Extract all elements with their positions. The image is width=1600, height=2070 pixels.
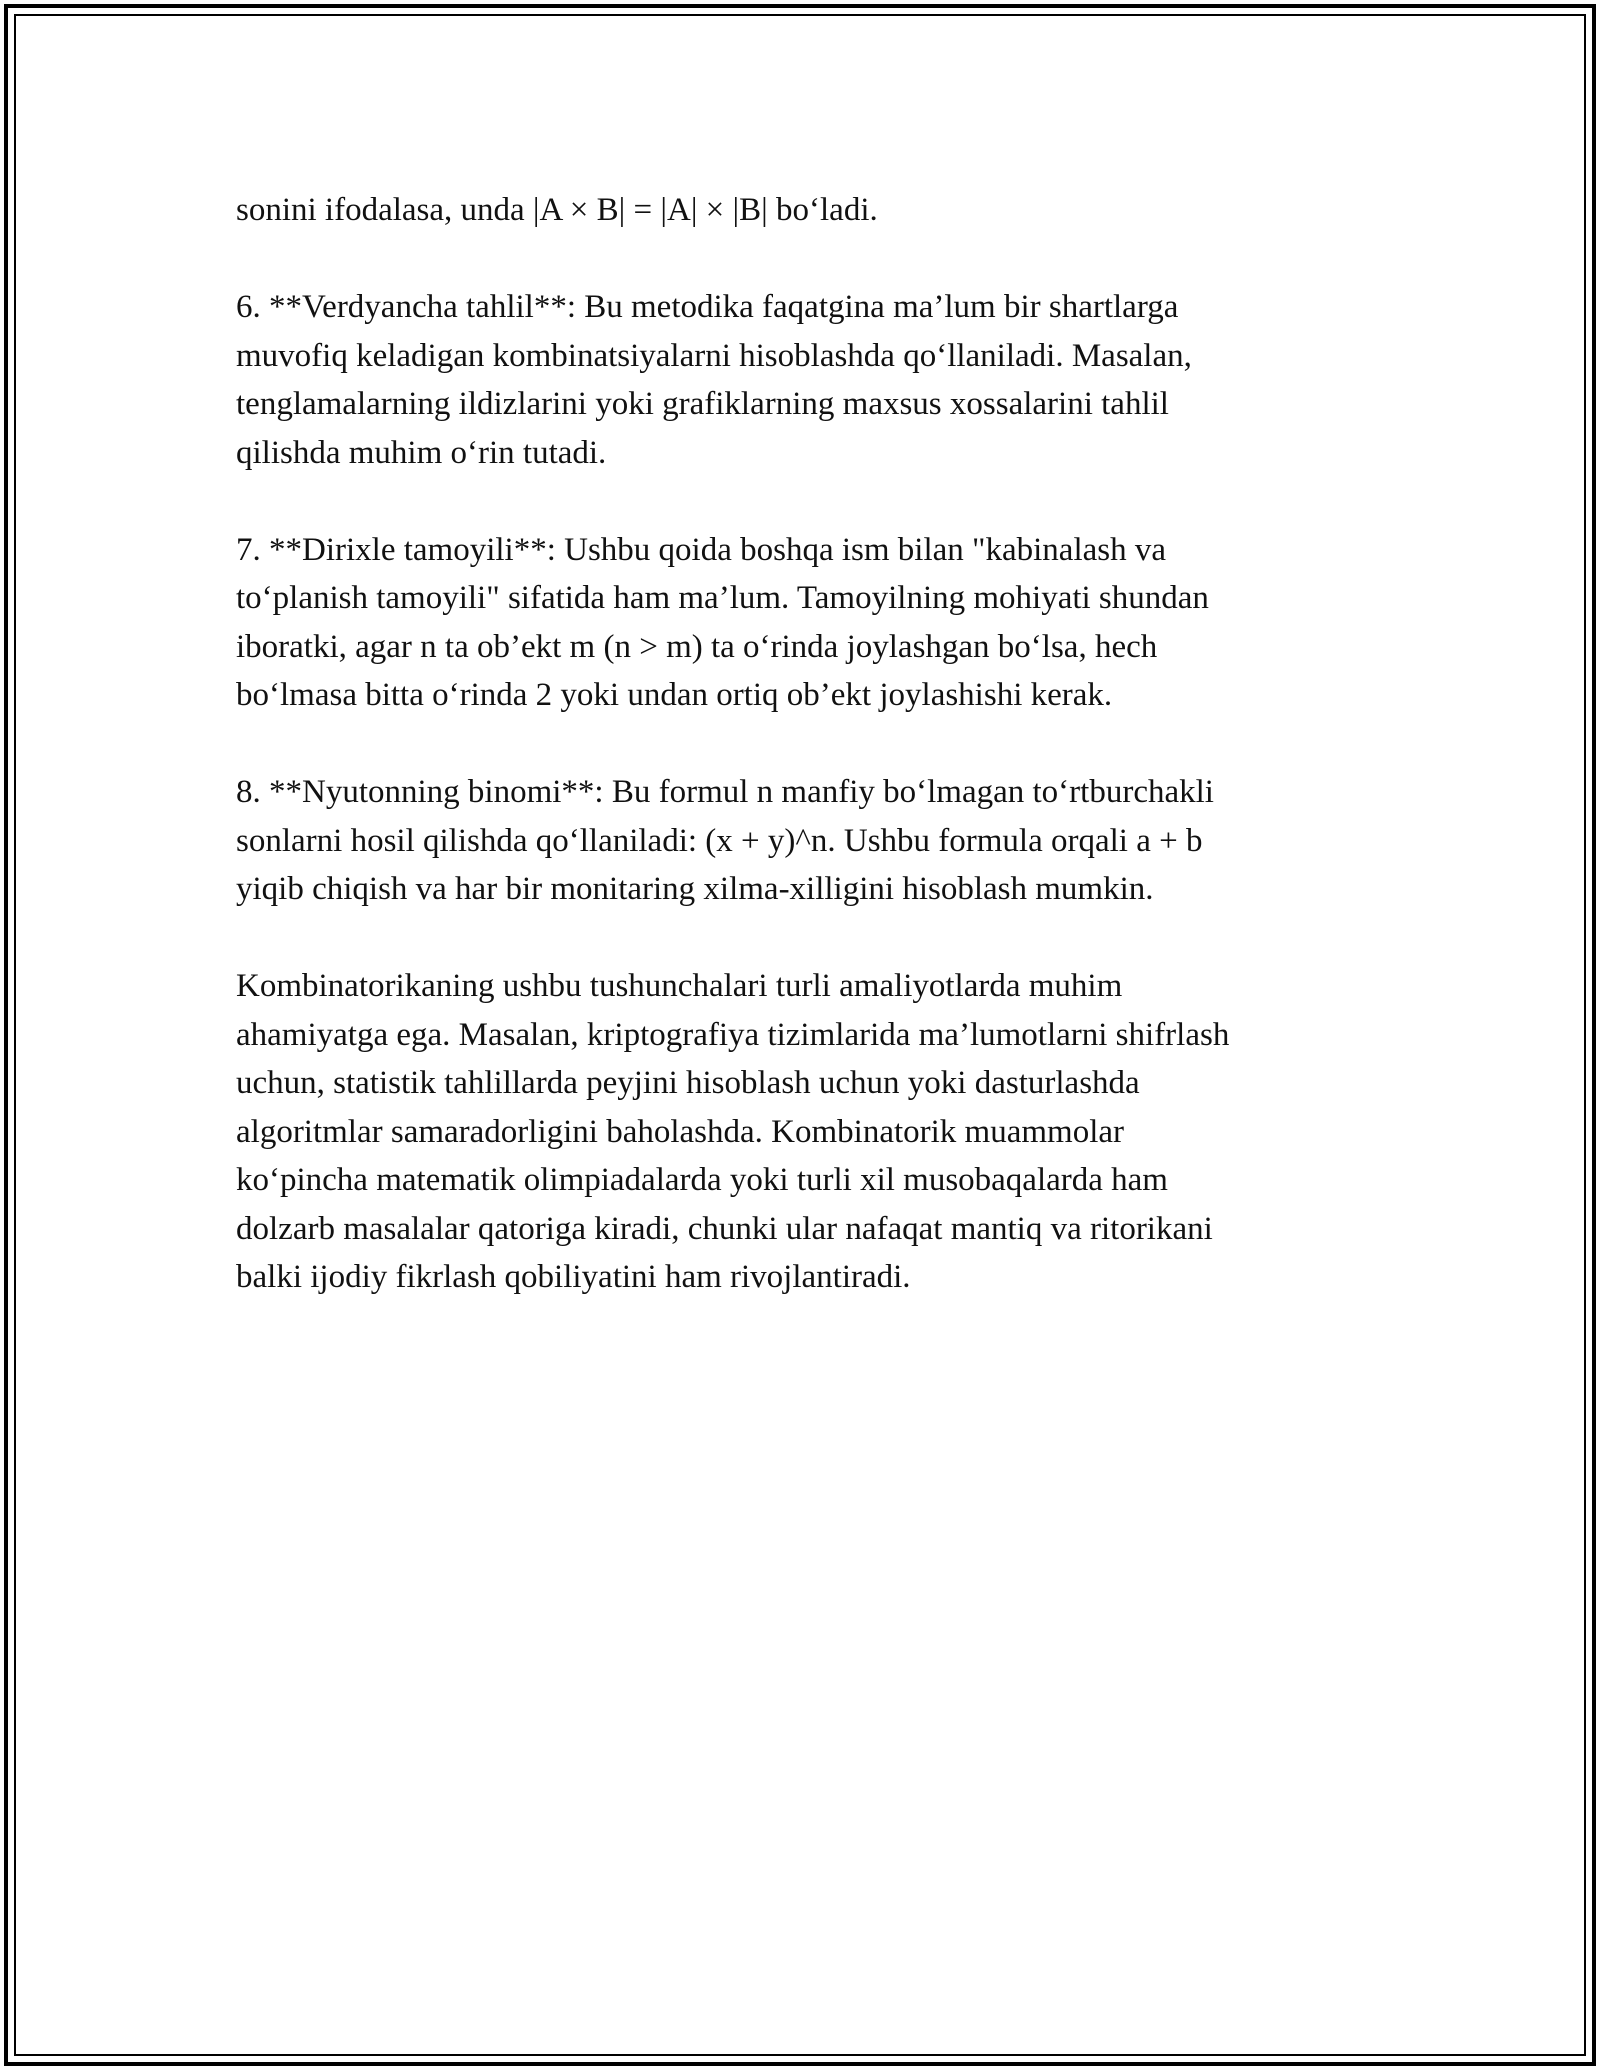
text-line: 6. **Verdyancha tahlil**: Bu metodika faqatgina ma’lum bir shartlarga [236, 289, 1179, 325]
text-line: dolzarb masalalar qatoriga kiradi, chunki ular nafaqat mantiq va ritorikani [236, 1210, 1213, 1247]
text-line: 7. **Dirixle tamoyili**: Ushbu qoida boshqa ism bilan "kabinalash va [236, 531, 1167, 568]
text-line: balki ijodiy fikrlash qobiliyatini ham rivojlantiradi. [236, 1259, 911, 1295]
document-body [236, 186, 1366, 1350]
text-line: ahamiyatga ega. Masalan, kriptografiya tizimlarida ma’lumotlarni shifrlash [236, 1016, 1230, 1053]
text-line: iboratki, agar n ta ob’ekt m (n > m) ta o‘rinda joylashgan bo‘lsa, hech [236, 628, 1158, 665]
text-line: qilishda muhim o‘rin tutadi. [236, 434, 607, 471]
text-line: to‘planish tamoyili" sifatida ham ma’lum. Tamoyilning mohiyati shundan [236, 580, 1209, 616]
text-line: sonini ifodalasa, unda |A × B| = |A| × |B| bo‘ladi. [236, 192, 878, 228]
paragraph-continuation [236, 186, 1366, 235]
text-line: Kombinatorikaning ushbu tushunchalari turli amaliyotlarda muhim [236, 968, 1123, 1004]
text-line: uchun, statistik tahlillarda peyjini hisoblash uchun yoki dasturlashda [236, 1065, 1140, 1101]
text-line: tenglamalarning ildizlarini yoki grafiklarning maxsus xossalarini tahlil [236, 386, 1169, 422]
paragraph-dirixle-tamoyili [236, 526, 1366, 720]
text-line: muvofiq keladigan kombinatsiyalarni hisoblashda qo‘llaniladi. Masalan, [236, 337, 1192, 374]
paragraph-conclusion [236, 962, 1366, 1302]
text-line: sonlarni hosil qilishda qo‘llaniladi: (x + y)^n. Ushbu formula orqali a + b [236, 822, 1203, 859]
paragraph-nyutonning-binomi [236, 768, 1366, 914]
text-line: ko‘pincha matematik olimpiadalarda yoki turli xil musobaqalarda ham [236, 1162, 1168, 1198]
text-line: bo‘lmasa bitta o‘rinda 2 yoki undan ortiq ob’ekt joylashishi kerak. [236, 677, 1113, 713]
text-line: algoritmlar samaradorligini baholashda. Kombinatorik muammolar [236, 1113, 1125, 1150]
text-line: yiqib chiqish va har bir monitaring xilma-xilligini hisoblash mumkin. [236, 871, 1154, 907]
text-line: 8. **Nyutonning binomi**: Bu formul n manfiy bo‘lmagan to‘rtburchakli [236, 774, 1214, 810]
paragraph-verdyancha-tahlil [236, 283, 1366, 477]
